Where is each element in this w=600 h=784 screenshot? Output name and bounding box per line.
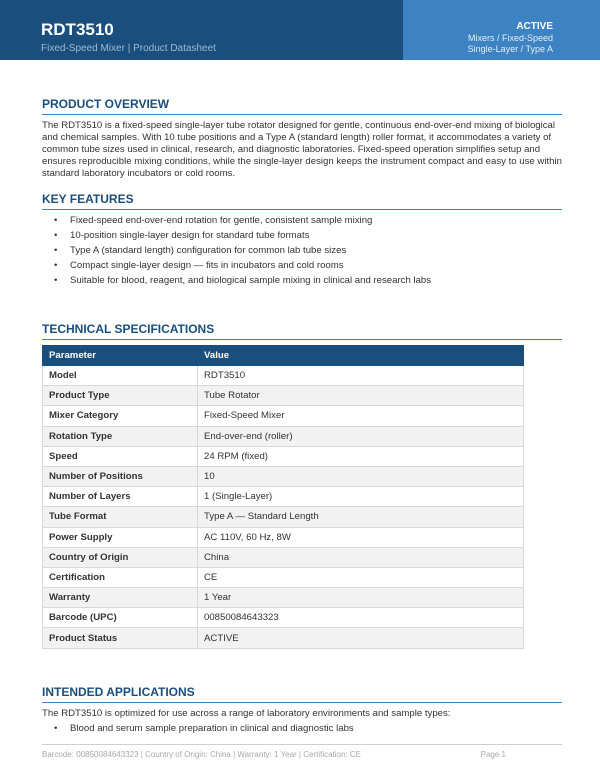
format-path: Single-Layer / Type A: [467, 44, 553, 54]
table-row: [43, 446, 524, 466]
table-row: [43, 487, 524, 507]
spec-value: AC 110V, 60 Hz, 8W: [198, 527, 524, 547]
spec-parameter: Certification: [43, 567, 198, 587]
list-item: • Fixed-speed end-over-end rotation for gentle, consistent sample mixing: [42, 213, 562, 228]
table-row: [43, 386, 524, 406]
table-row: [43, 628, 524, 648]
table-row: [43, 608, 524, 628]
table-row: [43, 567, 524, 587]
column-header-value: Value: [198, 346, 524, 366]
specs-table: [42, 345, 524, 649]
spec-parameter: Country of Origin: [43, 547, 198, 567]
spec-parameter: Tube Format: [43, 507, 198, 527]
status-badge: ACTIVE: [516, 21, 553, 32]
column-header-parameter: Parameter: [43, 346, 198, 366]
spec-value: 1 (Single-Layer): [198, 487, 524, 507]
header-title-panel: [0, 0, 403, 60]
spec-parameter: Speed: [43, 446, 198, 466]
features-list: [42, 213, 562, 288]
table-row: [43, 547, 524, 567]
list-item: • Type A (standard length) configuration for common lab tube sizes: [42, 243, 562, 258]
spec-value: Fixed-Speed Mixer: [198, 406, 524, 426]
spec-parameter: Number of Layers: [43, 487, 198, 507]
applications-intro: The RDT3510 is optimized for use across a range of laboratory environments and sample types:: [42, 708, 451, 719]
list-item: • Compact single-layer design — fits in incubators and cold rooms: [42, 258, 562, 273]
spec-value: 24 RPM (fixed): [198, 446, 524, 466]
spec-value: CE: [198, 567, 524, 587]
spec-value: 1 Year: [198, 588, 524, 608]
table-row: [43, 466, 524, 486]
list-item: • 10-position single-layer design for standard tube formats: [42, 228, 562, 243]
spec-parameter: Warranty: [43, 588, 198, 608]
footer-details: Barcode: 00850084643323 | Country of Origin: China | Warranty: 1 Year | Certification: CE: [42, 750, 362, 759]
spec-value: 10: [198, 466, 524, 486]
spec-parameter: Mixer Category: [43, 406, 198, 426]
spec-value: 00850084643323: [198, 608, 524, 628]
spec-parameter: Model: [43, 366, 198, 386]
list-item: • Suitable for blood, reagent, and biological sample mixing in clinical and research labs: [42, 273, 562, 288]
spec-parameter: Rotation Type: [43, 426, 198, 446]
spec-parameter: Power Supply: [43, 527, 198, 547]
header-status-panel: [403, 0, 600, 60]
spec-parameter: Product Status: [43, 628, 198, 648]
spec-value: Tube Rotator: [198, 386, 524, 406]
applications-heading: INTENDED APPLICATIONS: [42, 685, 562, 703]
table-header-row: [43, 346, 524, 366]
page-footer: [42, 744, 562, 760]
table-row: [43, 366, 524, 386]
product-subtitle: Fixed-Speed Mixer | Product Datasheet: [41, 43, 216, 54]
spec-value: China: [198, 547, 524, 567]
spec-value: Type A — Standard Length: [198, 507, 524, 527]
spec-value: ACTIVE: [198, 628, 524, 648]
specs-heading: TECHNICAL SPECIFICATIONS: [42, 322, 562, 340]
spec-parameter: Product Type: [43, 386, 198, 406]
table-row: [43, 588, 524, 608]
spec-value: RDT3510: [198, 366, 524, 386]
datasheet-header: [0, 0, 600, 60]
list-item: • Blood and serum sample preparation in clinical and diagnostic labs: [42, 722, 562, 736]
table-row: [43, 507, 524, 527]
category-path: Mixers / Fixed-Speed: [467, 33, 553, 43]
spec-parameter: Number of Positions: [43, 466, 198, 486]
page-number: Page 1: [480, 750, 506, 759]
spec-parameter: Barcode (UPC): [43, 608, 198, 628]
table-row: [43, 426, 524, 446]
overview-heading: PRODUCT OVERVIEW: [42, 97, 562, 115]
table-row: [43, 527, 524, 547]
overview-text: The RDT3510 is a fixed-speed single-layer tube rotator designed for gentle, continuous end-over-end mixing of biological and chemical samples. With 10 tube positions and a Type A (standard length) roller format, it accommodates a variety of common tube sizes used in clinical, research, and diagnostic laboratories. Fixed-speed operation simplifies setup and ensures reproducible mixing conditions, while the single-layer design keeps the instrument compact and easy to use within standard laboratory incubators or cold rooms.: [42, 120, 562, 179]
features-heading: KEY FEATURES: [42, 192, 562, 210]
product-name: RDT3510: [41, 20, 114, 39]
table-row: [43, 406, 524, 426]
applications-list: [42, 722, 562, 736]
spec-value: End-over-end (roller): [198, 426, 524, 446]
